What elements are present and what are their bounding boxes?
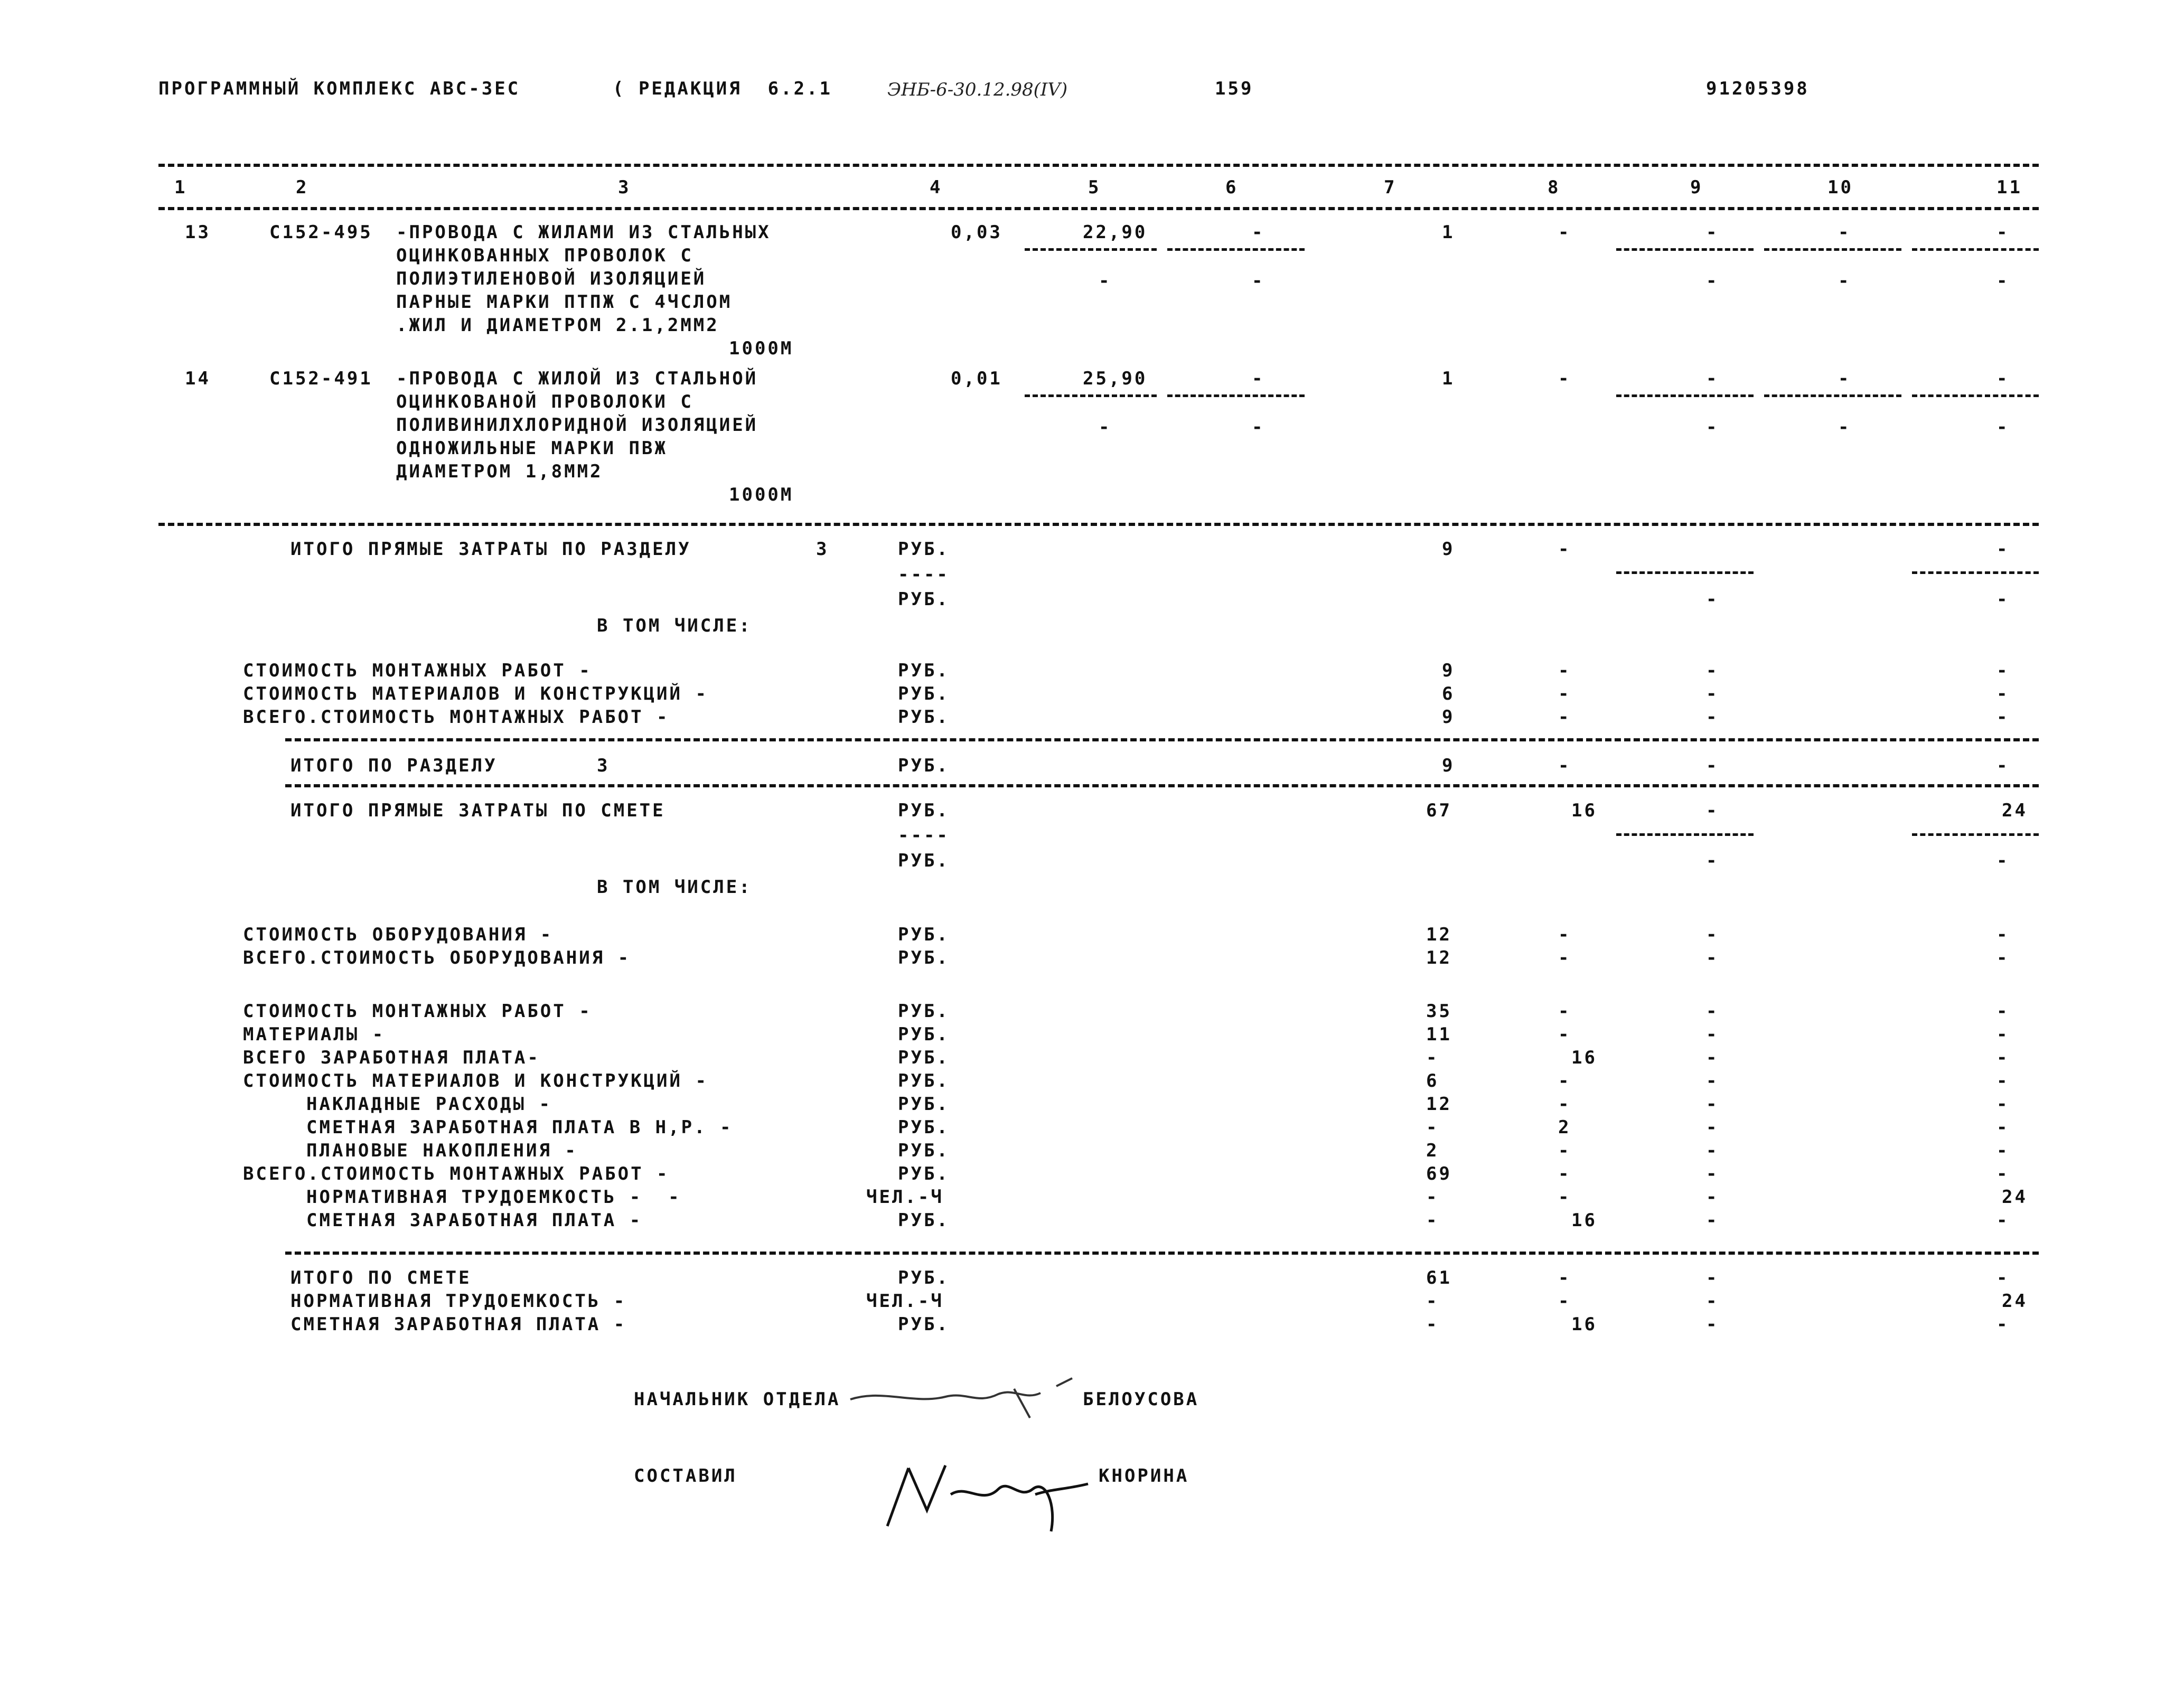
estimate-unit-2: РУБ. xyxy=(898,850,950,871)
item-row2-col11: - xyxy=(1996,270,2010,291)
works-breakdown-col7: 6 xyxy=(1426,1070,1439,1092)
item-row2-col10: - xyxy=(1838,417,1851,438)
item-row2-col11: - xyxy=(1996,417,2010,438)
estimate-direct-cost-label: ИТОГО ПРЯМЫЕ ЗАТРАТЫ ПО СМЕТЕ xyxy=(290,800,665,821)
section-breakdown-unit: РУБ. xyxy=(898,683,950,704)
compiled-by-name: КНОРИНА xyxy=(1099,1465,1189,1487)
final-total-label: ИТОГО ПО СМЕТЕ xyxy=(290,1267,472,1288)
item-row2-col6: - xyxy=(1252,417,1265,438)
works-breakdown-col7: 69 xyxy=(1426,1163,1452,1184)
works-breakdown-unit: РУБ. xyxy=(898,1140,950,1161)
final-total-col11: - xyxy=(1996,1314,2010,1335)
section-total-col7: 9 xyxy=(1442,755,1455,776)
works-breakdown-col9: - xyxy=(1706,1210,1719,1231)
works-breakdown-label: НОРМАТИВНАЯ ТРУДОЕМКОСТЬ - - xyxy=(306,1187,681,1208)
final-total-label: СМЕТНАЯ ЗАРАБОТНАЯ ПЛАТА - xyxy=(290,1314,627,1335)
item-col7: 1 xyxy=(1442,222,1455,243)
works-breakdown-label: МАТЕРИАЛЫ - xyxy=(243,1024,386,1045)
section-rule xyxy=(158,523,2039,526)
head-signature xyxy=(840,1368,1088,1426)
section-total-col8: - xyxy=(1558,755,1571,776)
section-breakdown-col7: 9 xyxy=(1442,707,1455,728)
item-col6: - xyxy=(1252,368,1265,389)
final-total-col7: 61 xyxy=(1426,1267,1452,1288)
equipment-col7: 12 xyxy=(1426,924,1452,945)
item-col8: - xyxy=(1558,368,1571,389)
item-row2-col6: - xyxy=(1252,270,1265,291)
works-breakdown-col7: - xyxy=(1426,1047,1439,1068)
item-col11: - xyxy=(1996,222,2010,243)
item-col10: - xyxy=(1838,368,1851,389)
column-header-11: 11 xyxy=(1996,177,2022,198)
works-breakdown-col8: 16 xyxy=(1571,1047,1597,1068)
final-total-col7: - xyxy=(1426,1291,1439,1312)
item-subrule xyxy=(1616,248,1754,251)
handwritten-note: ЭНБ-6-30.12.98(IV) xyxy=(887,79,1068,100)
section-total-unit: РУБ. xyxy=(898,755,950,776)
works-breakdown-col11: - xyxy=(1996,1094,2010,1115)
equipment-unit: РУБ. xyxy=(898,947,950,968)
item-quantity: 0,01 xyxy=(951,368,1002,389)
works-breakdown-col11: 24 xyxy=(2002,1187,2028,1208)
final-total-unit: РУБ. xyxy=(898,1314,950,1335)
works-breakdown-col8: - xyxy=(1558,1163,1571,1184)
final-total-col8: 16 xyxy=(1571,1314,1597,1335)
estimate-col11: 24 xyxy=(2002,800,2028,821)
works-breakdown-col9: - xyxy=(1706,1070,1719,1092)
works-breakdown-col7: - xyxy=(1426,1210,1439,1231)
item-description-line: .ЖИЛ И ДИАМЕТРОМ 2.1,2ММ2 xyxy=(396,315,719,336)
works-breakdown-col11: - xyxy=(1996,1070,2010,1092)
section-total-col11: - xyxy=(1996,755,2010,776)
column-header-8: 8 xyxy=(1548,177,1561,198)
item-unit-price: 25,90 xyxy=(1083,368,1148,389)
section-col7: 9 xyxy=(1442,539,1455,560)
works-breakdown-col11: - xyxy=(1996,1024,2010,1045)
section-breakdown-col9: - xyxy=(1706,707,1719,728)
works-breakdown-col8: - xyxy=(1558,1094,1571,1115)
works-breakdown-unit: РУБ. xyxy=(898,1047,950,1068)
works-breakdown-unit: РУБ. xyxy=(898,1001,950,1022)
estimate-col8: 16 xyxy=(1571,800,1597,821)
section-breakdown-col11: - xyxy=(1996,660,2010,681)
works-breakdown-label: ВСЕГО.СТОИМОСТЬ МОНТАЖНЫХ РАБОТ - xyxy=(243,1163,670,1184)
column-header-6: 6 xyxy=(1225,177,1239,198)
section-total-rule xyxy=(285,738,2039,741)
works-breakdown-label: СТОИМОСТЬ МАТЕРИАЛОВ И КОНСТРУКЦИЙ - xyxy=(243,1070,708,1092)
works-breakdown-unit: РУБ. xyxy=(898,1117,950,1138)
final-total-col7: - xyxy=(1426,1314,1439,1335)
final-total-col8: - xyxy=(1558,1267,1571,1288)
works-breakdown-col11: - xyxy=(1996,1140,2010,1161)
item-subrule xyxy=(1764,248,1901,251)
final-total-col8: - xyxy=(1558,1291,1571,1312)
estimate-rule xyxy=(285,784,2039,787)
equipment-label: СТОИМОСТЬ ОБОРУДОВАНИЯ - xyxy=(243,924,554,945)
final-rule xyxy=(285,1252,2039,1255)
equipment-col9: - xyxy=(1706,947,1719,968)
section-breakdown-unit: РУБ. xyxy=(898,707,950,728)
column-header-3: 3 xyxy=(618,177,631,198)
column-header-1: 1 xyxy=(174,177,188,198)
section-breakdown-unit: РУБ. xyxy=(898,660,950,681)
section-row2-col11: - xyxy=(1996,589,2010,610)
item-description-line: ПАРНЫЕ МАРКИ ПТПЖ С 4ЧСЛОМ xyxy=(396,291,733,313)
works-breakdown-col7: 12 xyxy=(1426,1094,1452,1115)
item-subrule xyxy=(1167,394,1305,397)
section-breakdown-col11: - xyxy=(1996,683,2010,704)
equipment-col8: - xyxy=(1558,947,1571,968)
section-breakdown-label: СТОИМОСТЬ МОНТАЖНЫХ РАБОТ - xyxy=(243,660,592,681)
works-breakdown-col8: 16 xyxy=(1571,1210,1597,1231)
works-breakdown-col7: - xyxy=(1426,1187,1439,1208)
item-row2-col5: - xyxy=(1099,417,1112,438)
item-subrule xyxy=(1764,394,1901,397)
item-description-line: -ПРОВОДА С ЖИЛАМИ ИЗ СТАЛЬНЫХ xyxy=(396,222,771,243)
works-breakdown-col11: - xyxy=(1996,1210,2010,1231)
final-total-col11: - xyxy=(1996,1267,2010,1288)
works-breakdown-col8: 2 xyxy=(1558,1117,1571,1138)
works-breakdown-label: ПЛАНОВЫЕ НАКОПЛЕНИЯ - xyxy=(306,1140,578,1161)
estimate-subrule xyxy=(1912,833,2039,836)
works-breakdown-col8: - xyxy=(1558,1001,1571,1022)
estimate-subrule xyxy=(1616,833,1754,836)
item-description-line: ОЦИНКОВАННЫХ ПРОВОЛОК С xyxy=(396,245,693,266)
works-breakdown-col8: - xyxy=(1558,1187,1571,1208)
works-breakdown-unit: РУБ. xyxy=(898,1210,950,1231)
section-total-col9: - xyxy=(1706,755,1719,776)
final-total-col9: - xyxy=(1706,1291,1719,1312)
section-row2-col9: - xyxy=(1706,589,1719,610)
works-breakdown-col8: - xyxy=(1558,1070,1571,1092)
header-rule-top xyxy=(158,164,2039,167)
column-header-7: 7 xyxy=(1384,177,1397,198)
works-breakdown-col7: 11 xyxy=(1426,1024,1452,1045)
section-breakdown-col8: - xyxy=(1558,660,1571,681)
works-breakdown-col8: - xyxy=(1558,1024,1571,1045)
works-breakdown-col9: - xyxy=(1706,1094,1719,1115)
works-breakdown-col11: - xyxy=(1996,1163,2010,1184)
equipment-col8: - xyxy=(1558,924,1571,945)
works-breakdown-col9: - xyxy=(1706,1047,1719,1068)
column-header-9: 9 xyxy=(1690,177,1703,198)
item-col10: - xyxy=(1838,222,1851,243)
section-breakdown-col8: - xyxy=(1558,683,1571,704)
item-row2-col9: - xyxy=(1706,417,1719,438)
estimate-including-label: В ТОМ ЧИСЛЕ: xyxy=(597,877,752,898)
item-subrule xyxy=(1912,394,2039,397)
redaction-label: ( РЕДАКЦИЯ 6.2.1 xyxy=(613,78,832,99)
item-row2-col9: - xyxy=(1706,270,1719,291)
column-header-2: 2 xyxy=(296,177,309,198)
item-row2-col10: - xyxy=(1838,270,1851,291)
equipment-col9: - xyxy=(1706,924,1719,945)
compiler-signature xyxy=(877,1436,1104,1542)
compiled-by-label: СОСТАВИЛ xyxy=(634,1465,737,1487)
works-breakdown-col11: - xyxy=(1996,1047,2010,1068)
section-breakdown-label: ВСЕГО.СТОИМОСТЬ МОНТАЖНЫХ РАБОТ - xyxy=(243,707,670,728)
final-total-col9: - xyxy=(1706,1267,1719,1288)
head-of-department-label: НАЧАЛЬНИК ОТДЕЛА xyxy=(634,1389,841,1410)
estimate-row2-col9: - xyxy=(1706,850,1719,871)
section-number: 3 xyxy=(816,539,829,560)
doc-code: 91205398 xyxy=(1706,78,1810,99)
final-total-unit: ЧЕЛ.-Ч xyxy=(866,1291,944,1312)
head-of-department-name: БЕЛОУСОВА xyxy=(1083,1389,1199,1410)
section-breakdown-col11: - xyxy=(1996,707,2010,728)
works-breakdown-label: ВСЕГО ЗАРАБОТНАЯ ПЛАТА- xyxy=(243,1047,540,1068)
item-quantity: 0,03 xyxy=(951,222,1002,243)
works-breakdown-col9: - xyxy=(1706,1001,1719,1022)
section-unit: РУБ. xyxy=(898,539,950,560)
works-breakdown-col9: - xyxy=(1706,1140,1719,1161)
equipment-col7: 12 xyxy=(1426,947,1452,968)
item-unit: 1000М xyxy=(729,338,794,359)
works-breakdown-col7: 35 xyxy=(1426,1001,1452,1022)
item-subrule xyxy=(1025,394,1157,397)
item-description-line: ОДНОЖИЛЬНЫЕ МАРКИ ПВЖ xyxy=(396,438,668,459)
item-description-line: ПОЛИЭТИЛЕНОВОЙ ИЗОЛЯЦИЕЙ xyxy=(396,268,707,289)
item-description-line: ПОЛИВИНИЛХЛОРИДНОЙ ИЗОЛЯЦИЕЙ xyxy=(396,415,758,436)
item-code: С152-495 xyxy=(269,222,373,243)
works-breakdown-col9: - xyxy=(1706,1024,1719,1045)
item-unit: 1000М xyxy=(729,484,794,505)
section-breakdown-label: СТОИМОСТЬ МАТЕРИАЛОВ И КОНСТРУКЦИЙ - xyxy=(243,683,708,704)
item-code: С152-491 xyxy=(269,368,373,389)
works-breakdown-unit: РУБ. xyxy=(898,1163,950,1184)
works-breakdown-unit: РУБ. xyxy=(898,1070,950,1092)
final-total-unit: РУБ. xyxy=(898,1267,950,1288)
estimate-separator: ---- xyxy=(898,825,950,846)
works-breakdown-label: СМЕТНАЯ ЗАРАБОТНАЯ ПЛАТА - xyxy=(306,1210,643,1231)
final-total-col9: - xyxy=(1706,1314,1719,1335)
item-subrule xyxy=(1912,248,2039,251)
section-col11: - xyxy=(1996,539,2010,560)
works-breakdown-unit: ЧЕЛ.-Ч xyxy=(866,1187,944,1208)
item-subrule xyxy=(1025,248,1157,251)
works-breakdown-col9: - xyxy=(1706,1163,1719,1184)
equipment-col11: - xyxy=(1996,924,2010,945)
works-breakdown-unit: РУБ. xyxy=(898,1094,950,1115)
section-subrule xyxy=(1616,571,1754,574)
section-breakdown-col8: - xyxy=(1558,707,1571,728)
section-breakdown-col7: 9 xyxy=(1442,660,1455,681)
item-col9: - xyxy=(1706,222,1719,243)
page-number: 159 xyxy=(1215,78,1254,99)
section-col8: - xyxy=(1558,539,1571,560)
works-breakdown-label: СМЕТНАЯ ЗАРАБОТНАЯ ПЛАТА В Н,Р. - xyxy=(306,1117,733,1138)
item-col9: - xyxy=(1706,368,1719,389)
equipment-label: ВСЕГО.СТОИМОСТЬ ОБОРУДОВАНИЯ - xyxy=(243,947,631,968)
section-unit-2: РУБ. xyxy=(898,589,950,610)
column-header-10: 10 xyxy=(1827,177,1853,198)
item-subrule xyxy=(1167,248,1305,251)
final-total-label: НОРМАТИВНАЯ ТРУДОЕМКОСТЬ - xyxy=(290,1291,627,1312)
column-header-4: 4 xyxy=(930,177,943,198)
works-breakdown-col9: - xyxy=(1706,1117,1719,1138)
item-col11: - xyxy=(1996,368,2010,389)
section-including-label: В ТОМ ЧИСЛЕ: xyxy=(597,615,752,636)
item-col8: - xyxy=(1558,222,1571,243)
works-breakdown-unit: РУБ. xyxy=(898,1024,950,1045)
item-col7: 1 xyxy=(1442,368,1455,389)
column-header-5: 5 xyxy=(1088,177,1101,198)
section-direct-cost-label: ИТОГО ПРЯМЫЕ ЗАТРАТЫ ПО РАЗДЕЛУ xyxy=(290,539,691,560)
item-number: 14 xyxy=(185,368,211,389)
works-breakdown-label: НАКЛАДНЫЕ РАСХОДЫ - xyxy=(306,1094,552,1115)
section-total-label: ИТОГО ПО РАЗДЕЛУ xyxy=(290,755,498,776)
section-total-number: 3 xyxy=(597,755,610,776)
works-breakdown-col9: - xyxy=(1706,1187,1719,1208)
item-description-line: ОЦИНКОВАНОЙ ПРОВОЛОКИ С xyxy=(396,391,693,412)
item-row2-col5: - xyxy=(1099,270,1112,291)
item-unit-price: 22,90 xyxy=(1083,222,1148,243)
works-breakdown-label: СТОИМОСТЬ МОНТАЖНЫХ РАБОТ - xyxy=(243,1001,592,1022)
estimate-col9: - xyxy=(1706,800,1719,821)
estimate-col7: 67 xyxy=(1426,800,1452,821)
section-separator: ---- xyxy=(898,564,950,585)
equipment-unit: РУБ. xyxy=(898,924,950,945)
works-breakdown-col8: - xyxy=(1558,1140,1571,1161)
works-breakdown-col7: - xyxy=(1426,1117,1439,1138)
header-rule-bottom xyxy=(158,207,2039,210)
item-description-line: -ПРОВОДА С ЖИЛОЙ ИЗ СТАЛЬНОЙ xyxy=(396,368,758,389)
equipment-col11: - xyxy=(1996,947,2010,968)
section-breakdown-col7: 6 xyxy=(1442,683,1455,704)
section-subrule xyxy=(1912,571,2039,574)
estimate-row2-col11: - xyxy=(1996,850,2010,871)
item-description-line: ДИАМЕТРОМ 1,8ММ2 xyxy=(396,461,603,482)
program-title: ПРОГРАММНЫЙ КОМПЛЕКС АВС-3ЕС xyxy=(158,78,521,99)
final-total-col11: 24 xyxy=(2002,1291,2028,1312)
works-breakdown-col11: - xyxy=(1996,1001,2010,1022)
works-breakdown-col11: - xyxy=(1996,1117,2010,1138)
item-col6: - xyxy=(1252,222,1265,243)
works-breakdown-col7: 2 xyxy=(1426,1140,1439,1161)
estimate-unit: РУБ. xyxy=(898,800,950,821)
item-number: 13 xyxy=(185,222,211,243)
section-breakdown-col9: - xyxy=(1706,660,1719,681)
item-subrule xyxy=(1616,394,1754,397)
section-breakdown-col9: - xyxy=(1706,683,1719,704)
